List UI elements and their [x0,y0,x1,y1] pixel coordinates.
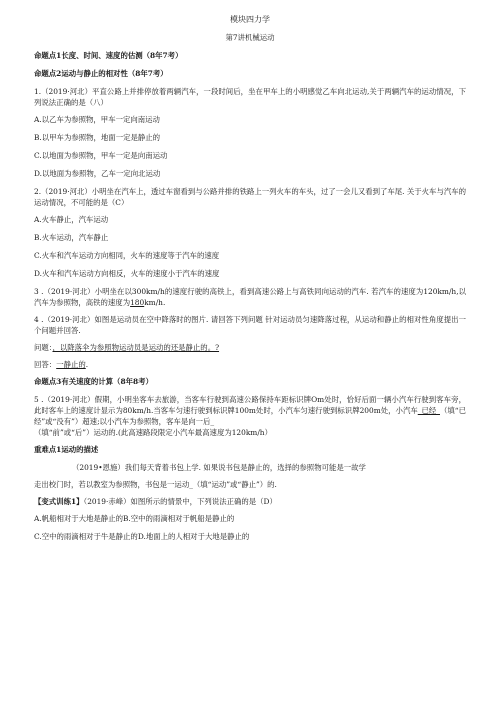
question-4-reply-tail: . [85,360,89,369]
variant-training-stem: （2019·赤峰）如图所示的情景中，下列说法正确的是（D） [83,497,277,506]
difficulty-heading-1: 重难点1运动的描述 [34,445,99,454]
question-4-reply-label: 回答： [34,360,57,369]
variant-training-1 [34,496,466,507]
question-5-answer-1: _已经_ [417,406,440,415]
question-4-ask-label: 问题： [34,343,53,352]
question-3-unit: km/h. [144,298,166,307]
question-1-option-b: B.以甲车为参照物，地面一定是静止的 [34,133,161,142]
question-2-option-d: D.火车和汽车运动方向相反，火车的速度小于汽车的速度 [34,269,220,278]
question-1-option-a: A.以乙车为参照物，甲车一定向南运动 [34,115,160,124]
question-2-stem: 2.（2019·河北）小明坐在汽车上，透过车窗看到与公路并排的铁路上一列火车的车头，过了一会儿又看到了车尾. 关于火车与汽车的运动情况，不可能的是（C） [34,187,467,207]
variant-training-label: 【变式训练1】 [34,497,84,506]
question-4-ask: ，以降落伞为参照物运动员是运动的还是静止的。? [52,343,220,352]
example-1-line-1: （2019•恩施）我们每天背着书包上学. 如果说书包是静止的，选择的参照物可能是一故学 [72,463,366,472]
question-3 [34,286,466,308]
question-4-ask-line [34,342,466,353]
section-heading-3: 命题点3有关速度的计算（8年8考） [34,377,153,386]
question-2-option-c: C.火车和汽车运动方向相同，火车的速度等于汽车的速度 [34,251,220,260]
question-2-option-a: A.火车静止，汽车运动 [34,215,109,224]
question-1-stem: 1.（2019·河北）平直公路上并排停放着两辆汽车，一段时间后，坐在甲车上的小明感觉乙车向北运动,关于两辆汽车的运动情况，下列说法正确的是（八） [34,87,466,107]
question-3-answer: 180 [130,298,145,307]
section-heading-2: 命题点2运动与静止的相对性（8年7考） [34,69,168,78]
question-1-option-d: D.以地面为参照物，乙车一定向北运动 [34,169,161,178]
question-5 [34,394,466,438]
question-3-text: 3 .（2019·河北）小明坐在以300km/h的速度行驶的高铁上，看到高速公路上与高铁同向运动的汽车. 若汽车的速度为120km/h,以汽车为参照物，高铁的速度为 [34,287,466,307]
question-4-reply-line [34,359,466,370]
example-1-line-2: 走出校门时，若以教室为参照物，书包是一运动_（填“运动”或“静止”）的. [34,480,277,489]
page-title: 模块四力学 [230,15,270,24]
question-4-reply: 一静止的 [56,360,86,369]
question-5-text-end: （填“前”或“后”）运动的.(此高速路段限定小汽车最高速度为120km/h） [34,428,272,437]
variant-options-ab: A.帆船相对于大地是静止的B.空中的雨滴相对于帆船是静止的 [34,514,235,523]
variant-options-cd: C.空中的雨滴相对于牛是静止的D.地面上的人相对于大地是静止的 [34,532,250,541]
question-1-option-c: C.以地面为参照物，甲车一定是向南运动 [34,151,168,160]
lesson-title: 第7讲机械运动 [225,33,275,42]
section-heading-1: 命题点1长度、时间、速度的估测（8年7考） [34,51,183,60]
question-4-stem: 4 .（2019·河北）如图是运动员在空中降落时的图片. 请回答下列问题 针对运动员匀速降落过程，从运动和静止的相对性角度提出一个问题并回答. [34,315,466,335]
question-2-option-b: B.火车运动，汽车静止 [34,233,109,242]
question-5-text-mid: （填“已经”或“没有”）超速;以小汽车为参照物，客车是向一后_ [34,406,466,426]
question-5-text: 5 .（2019·河北）假期，小明坐客车去旅游，当客车行驶到高速公路保持车距标识牌Om处时，恰好后面一辆小汽车行驶到客车旁，此时客车上的速度计显示为80km/h.当客车匀速行驶到标识牌100m处时，小汽车匀速行驶到标识牌200m处，小汽车 [34,395,466,415]
